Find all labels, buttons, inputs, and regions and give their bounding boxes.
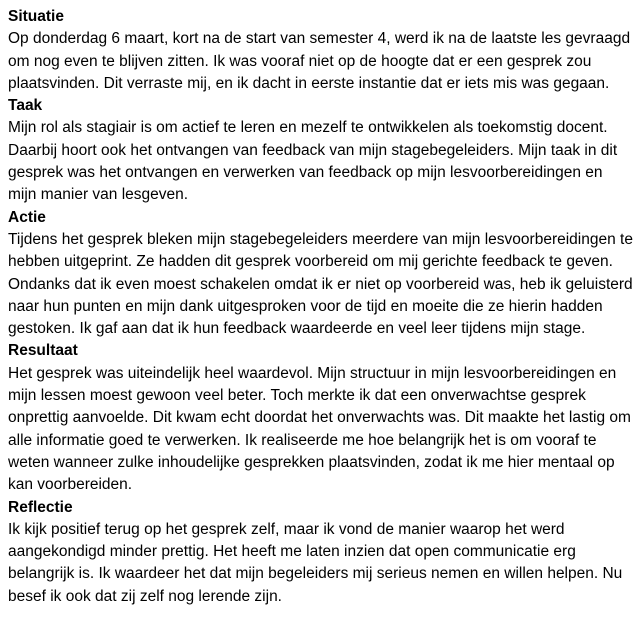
section-resultaat — [8, 340, 633, 496]
section-body-taak: Mijn rol als stagiair is om actief te leren en mezelf te ontwikkelen als toekomstig docent. Daarbij hoort ook het ontvangen van feedback van mijn stagebegeleiders. Mijn taak in dit gesprek was het ontvangen en verwerken van feedback op mijn lesvoorbereidingen en mijn manier van lesgeven. — [8, 119, 618, 204]
section-reflectie — [8, 497, 633, 608]
section-body-actie: Tijdens het gesprek bleken mijn stagebegeleiders meerdere van mijn lesvoorbereidingen te hebben uitgeprint. Ze hadden dit gesprek voorbereid om mij gerichte feedback te geven. Ondanks dat ik even moest schakelen omdat ik er niet op voorbereid was, heb ik geluisterd naar hun punten en mijn dank uitgesproken voor de tijd en moeite die ze hierin hadden gestoken. Ik gaf aan dat ik hun feedback waardeerde en veel leer tijdens mijn stage. — [8, 230, 633, 338]
section-situatie — [8, 6, 633, 95]
section-heading-reflectie: Reflectie — [8, 498, 73, 516]
section-body-situatie: Op donderdag 6 maart, kort na de start van semester 4, werd ik na de laatste les gevraagd om nog even te blijven zitten. Ik was vooraf niet op de hoogte dat er een gesprek zou plaatsvinden. Dit verraste mij, en ik dacht in eerste instantie dat er iets mis was gegaan. — [8, 30, 631, 92]
section-heading-resultaat: Resultaat — [8, 342, 78, 360]
section-taak — [8, 95, 633, 206]
section-heading-actie: Actie — [8, 208, 46, 226]
section-heading-situatie: Situatie — [8, 8, 64, 25]
section-heading-taak: Taak — [8, 97, 43, 115]
section-body-resultaat: Het gesprek was uiteindelijk heel waardevol. Mijn structuur in mijn lesvoorbereidingen en mijn lessen moest gewoon veel beter. Toch merkte ik dat een onverwachtse gesprek onprettig aanvoelde. Dit kwam echt doordat het onverwachts was. Dit maakte het lastig om alle informatie goed te verwerken. Ik realiseerde me hoe belangrijk het is om vooraf te weten wanneer zulke inhoudelijke gesprekken plaatsvinden, zodat ik me hier mentaal op kan voorbereiden. — [8, 364, 631, 494]
section-actie — [8, 207, 633, 341]
section-body-reflectie: Ik kijk positief terug op het gesprek zelf, maar ik vond de manier waarop het werd aangekondigd minder prettig. Het heeft me laten inzien dat open communicatie erg belangrijk is. Ik waardeer het dat mijn begeleiders mij serieus nemen en willen helpen. Nu besef ik ook dat zij zelf nog lerende zijn. — [8, 520, 623, 605]
